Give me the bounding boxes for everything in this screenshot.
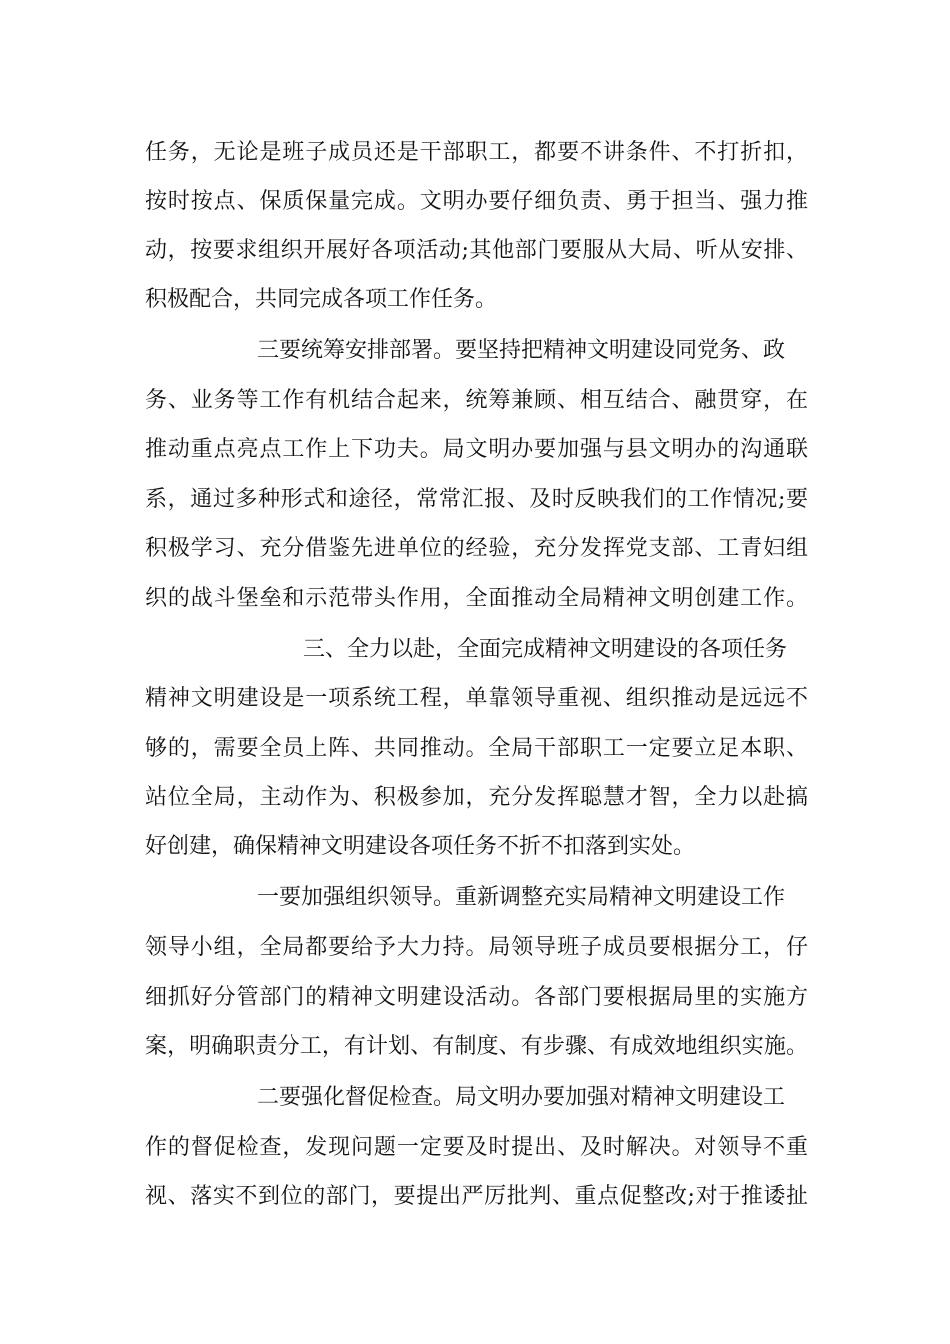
text-line: 站位全局，主动作为、积极参加，充分发挥聪慧才智，全力以赴搞 (145, 785, 808, 810)
text-line: 三要统筹安排部署。要坚持把精神文明建设同党务、政 (257, 338, 786, 363)
text-line: 精神文明建设是一项系统工程，单靠领导重视、组织推动是远远不 (145, 686, 808, 711)
text-line: 够的，需要全员上阵、共同推动。全局干部职工一定要立足本职、 (145, 736, 808, 761)
text-line: 一要加强组织领导。重新调整充实局精神文明建设工作 (257, 885, 786, 910)
text-line: 细抓好分管部门的精神文明建设活动。各部门要根据局里的实施方 (145, 985, 808, 1010)
text-line: 任务，无论是班子成员还是干部职工，都要不讲条件、不打折扣， (145, 140, 808, 165)
text-line: 动，按要求组织开展好各项活动;其他部门要服从大局、听从安排、 (145, 238, 808, 263)
text-line: 积极学习、充分借鉴先进单位的经验，充分发挥党支部、工青妇组 (145, 536, 808, 561)
text-line: 二要强化督促检查。局文明办要加强对精神文明建设工 (257, 1085, 786, 1110)
text-line: 视、落实不到位的部门，要提出严厉批判、重点促整改;对于推诿扯 (145, 1184, 808, 1209)
text-line: 作的督促检查，发现问题一定要及时提出、及时解决。对领导不重 (145, 1135, 808, 1160)
text-line: 推动重点亮点工作上下功夫。局文明办要加强与县文明办的沟通联 (145, 437, 808, 462)
text-line: 好创建，确保精神文明建设各项任务不折不扣落到实处。 (145, 834, 696, 859)
text-line: 织的战斗堡垒和示范带头作用，全面推动全局精神文明创建工作。 (145, 586, 808, 611)
text-line: 案，明确职责分工，有计划、有制度、有步骤、有成效地组织实施。 (145, 1034, 808, 1059)
text-line: 领导小组，全局都要给予大力持。局领导班子成员要根据分工，仔 (145, 935, 808, 960)
text-line: 三、全力以赴，全面完成精神文明建设的各项任务 (303, 637, 788, 662)
text-line: 系，通过多种形式和途径，常常汇报、及时反映我们的工作情况;要 (145, 487, 808, 512)
text-line: 务、业务等工作有机结合起来，统筹兼顾、相互结合、融贯穿，在 (145, 388, 808, 413)
text-line: 按时按点、保质保量完成。文明办要仔细负责、勇于担当、强力推 (145, 189, 808, 214)
text-line: 积极配合，共同完成各项工作任务。 (145, 287, 498, 312)
